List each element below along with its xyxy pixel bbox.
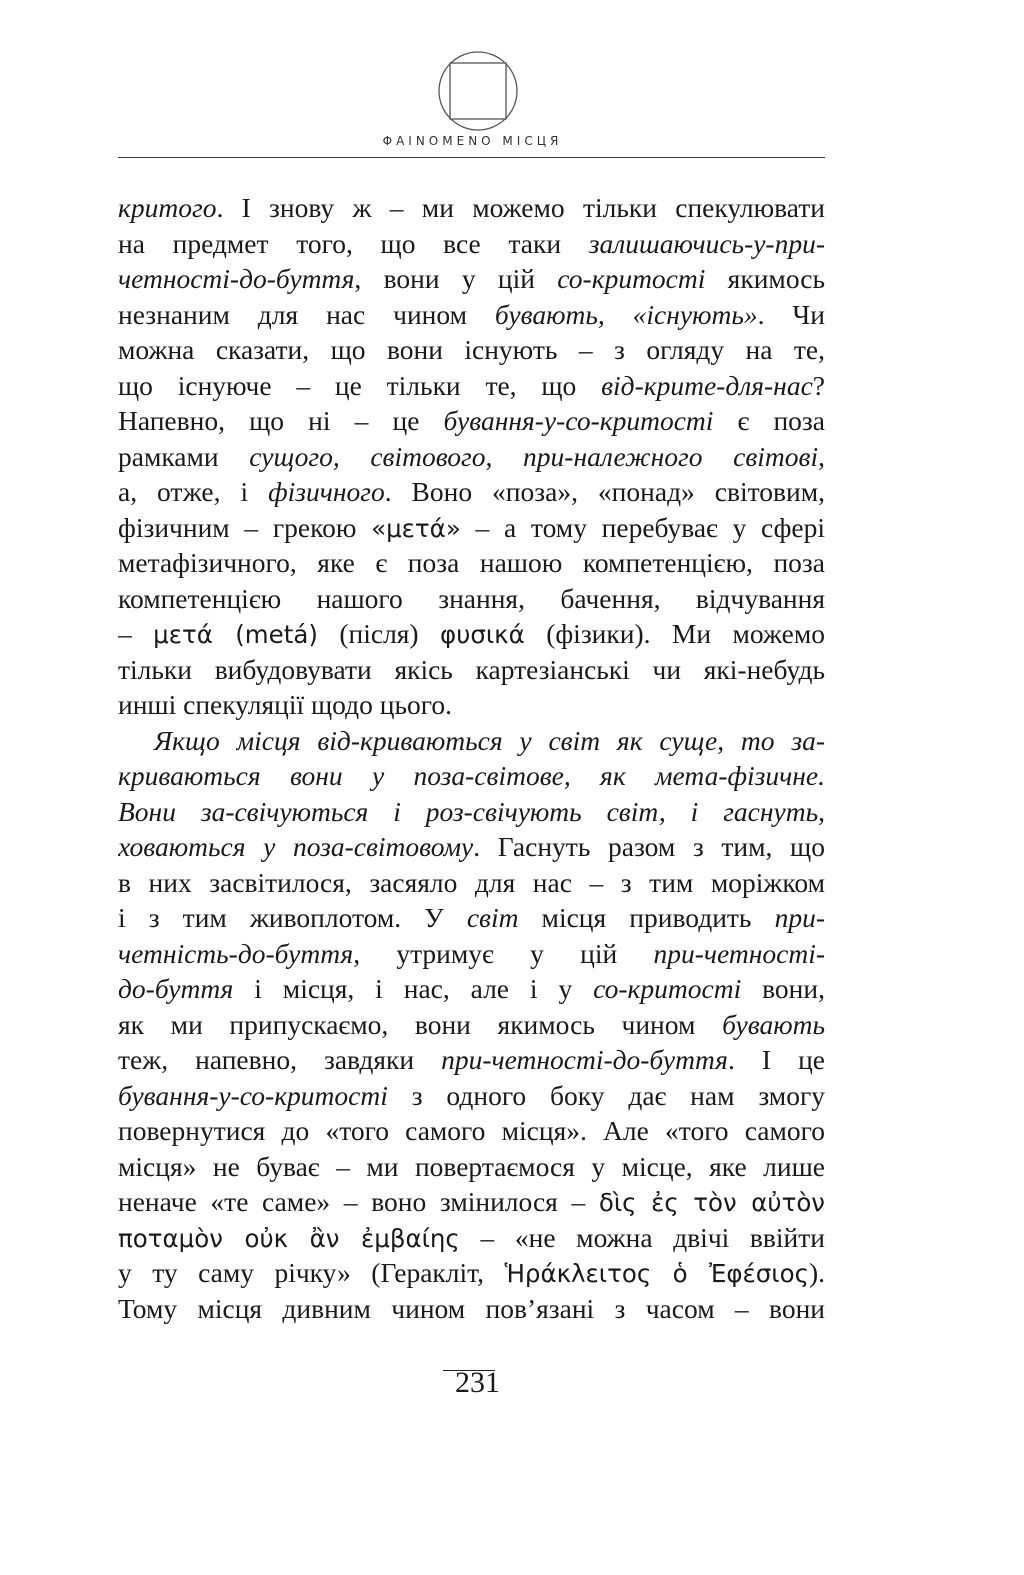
text-line <box>118 829 825 865</box>
italic-text: со-критості <box>557 263 706 294</box>
text-line <box>118 758 825 794</box>
greek-text: μετά (metá) <box>153 620 318 649</box>
italic-text: при-четності- <box>653 937 825 969</box>
text-line <box>118 581 825 617</box>
italic-text: криваються вони у поза-світове, як мета-фізичне. <box>118 760 825 791</box>
greek-text: δὶς ἐς τὸν αὐτὸν <box>598 1188 825 1217</box>
text-line <box>118 403 825 439</box>
text-line <box>118 261 825 297</box>
text-segment: можна сказати, що вони існують – з огляду на те, <box>118 334 825 365</box>
text-line <box>118 1113 825 1149</box>
text-segment: в них засвітилося, засяяло для нас – з тим моріжком <box>118 866 825 898</box>
header-rule <box>118 157 825 158</box>
italic-text: Якщо місця від-криваються у світ як суще, то за- <box>154 724 825 756</box>
text-line <box>118 1220 825 1256</box>
text-segment: з одного боку дає нам змогу <box>387 1079 825 1111</box>
text-segment: . І знову ж – ми можемо тільки спекулювати <box>216 192 825 223</box>
italic-text: бування-у-со-критості <box>118 1079 388 1111</box>
text-line <box>118 723 825 759</box>
text-line <box>118 971 825 1007</box>
text-segment: вони, <box>741 973 825 1004</box>
text-segment: місця» не буває – ми повертаємося у місце, яке лише <box>118 1150 825 1182</box>
text-segment: ? <box>812 369 825 401</box>
text-segment: . І це <box>727 1044 825 1075</box>
italic-text: фізичного <box>268 476 385 507</box>
text-segment: Тому місця дивним чином пов’язані з часом – вони <box>118 1292 825 1324</box>
text-line <box>118 1078 825 1114</box>
italic-text: четності-до-буття <box>118 263 355 294</box>
text-segment: . Гаснуть разом з тим, що <box>473 831 825 862</box>
italic-text: бувають <box>722 1008 825 1040</box>
text-segment: (фізики). Ми можемо <box>524 618 825 649</box>
text-segment: на предмет того, що все таки <box>118 227 589 259</box>
greek-text: «μετά» <box>371 513 461 543</box>
text-line <box>118 936 825 972</box>
italic-text: бування-у-со-критості <box>443 405 714 436</box>
text-segment: компетенцією нашого знання, бачення, відчування <box>118 582 825 614</box>
text-segment: рамками <box>118 440 250 472</box>
italic-text: світ <box>466 902 519 933</box>
text-line <box>118 1042 825 1078</box>
page-number: 231 <box>455 1366 500 1399</box>
text-line <box>118 1007 825 1043</box>
italic-text: сущого, світового, при-належного світові <box>249 440 819 472</box>
text-segment: незнаним для нас чином <box>118 298 495 330</box>
text-segment: , утримує у цій <box>353 937 654 969</box>
text-line <box>118 439 825 475</box>
italic-text: Вони за-свічуються і роз-свічують світ, і гаснуть, <box>118 795 825 827</box>
greek-text: Ἡράκλειτος ὁ Ἐφέσιος <box>504 1259 809 1288</box>
text-segment: що існуюче – це тільки те, що <box>118 369 602 401</box>
text-segment: – а тому перебуває у сфері <box>460 511 825 543</box>
text-line <box>118 900 825 936</box>
running-head: ΦAINOMENO МІСЦЯ <box>382 134 563 148</box>
italic-text: со-критості <box>593 973 742 1004</box>
text-segment: і з тим живоплотом. У <box>118 902 467 933</box>
text-line <box>118 1184 825 1220</box>
text-line <box>118 297 825 333</box>
text-segment: . Чи <box>757 298 825 330</box>
text-line <box>118 1255 825 1291</box>
italic-text: ховаються у поза-світовому <box>118 831 474 862</box>
italic-text: критого <box>118 192 217 223</box>
text-segment: метафізичного, яке є поза нашою компетенцією, поза <box>118 547 825 578</box>
italic-text: при- <box>774 902 825 933</box>
text-line <box>118 652 825 688</box>
text-line <box>118 368 825 404</box>
greek-text: φυσικά <box>440 620 525 649</box>
body-text <box>118 190 825 1326</box>
text-segment: неначе «те саме» – воно змінилося – <box>118 1186 599 1217</box>
text-segment: місця приводить <box>518 902 775 933</box>
italic-text: четність-до-буття <box>118 937 354 969</box>
text-line <box>118 687 825 723</box>
text-segment: – «не можна двічі ввійти <box>459 1221 825 1253</box>
greek-text: ποταμὸν οὐκ ἂν ἐμβαίης <box>118 1223 460 1253</box>
text-segment: , вони у цій <box>354 263 558 294</box>
text-line <box>118 545 825 581</box>
text-segment: і місця, і нас, але і у <box>233 973 594 1004</box>
text-segment: теж, напевно, завдяки <box>118 1044 442 1075</box>
italic-text: при-четності-до-буття <box>441 1044 728 1075</box>
text-segment: , <box>818 440 825 472</box>
text-segment: є поза <box>713 405 825 436</box>
text-segment: а, отже, і <box>118 476 269 507</box>
text-segment: инші спекуляції щодо цього. <box>118 689 452 720</box>
text-line <box>118 1291 825 1327</box>
text-line <box>118 332 825 368</box>
text-segment: – <box>118 618 154 649</box>
italic-text: до-буття <box>118 973 234 1004</box>
text-segment: тільки вибудовувати якісь картезіанські чи які-небудь <box>118 653 825 685</box>
italic-text: залишаючись-у-при- <box>588 227 825 259</box>
italic-text: бувають, «існують» <box>494 298 758 330</box>
italic-text: від-крите-для-нас <box>601 369 813 401</box>
text-segment: у ту саму річку» (Геракліт, <box>118 1257 505 1288</box>
text-segment: як ми припускаємо, вони якимось чином <box>118 1008 723 1040</box>
text-line <box>118 190 825 226</box>
text-segment: ). <box>808 1257 825 1288</box>
text-line <box>118 616 825 652</box>
text-line <box>118 226 825 262</box>
text-segment: фізичним – грекою <box>118 511 372 543</box>
text-line <box>118 474 825 510</box>
text-line <box>118 510 825 546</box>
circle-square-emblem-icon <box>437 50 519 132</box>
text-segment: . Воно «поза», «понад» світовим, <box>384 476 825 507</box>
text-line <box>118 794 825 830</box>
text-segment: якимось <box>705 263 825 294</box>
text-line <box>118 1149 825 1185</box>
text-line <box>118 865 825 901</box>
text-segment: повернутися до «того самого місця». Але «того самого <box>118 1115 825 1146</box>
text-segment: Напевно, що ні – це <box>118 405 444 436</box>
text-segment: (після) <box>317 618 441 649</box>
